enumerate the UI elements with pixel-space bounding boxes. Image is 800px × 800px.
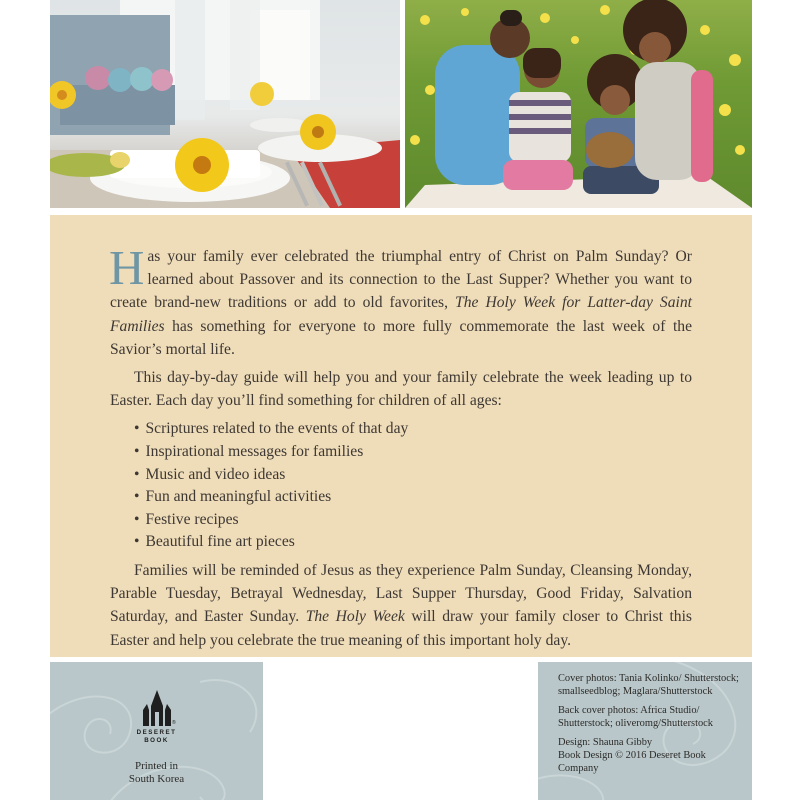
drop-cap: H (109, 240, 145, 295)
book-title-italic: The Holy Week for Latter-day Saint Families (110, 294, 692, 335)
bullet-icon: • (134, 488, 140, 506)
credits-panel (538, 662, 752, 800)
publisher-panel (50, 662, 263, 800)
list-item: • Beautiful fine art pieces (134, 533, 295, 551)
registered-mark: ® (171, 720, 176, 726)
list-item: • Festive recipes (134, 510, 239, 528)
logo-line-deseret: DESERET (136, 729, 177, 736)
bullet-icon: • (134, 465, 140, 483)
printed-in-label: Printed in South Korea (128, 760, 185, 785)
deseret-book-logo (50, 688, 263, 745)
guide-paragraph: This day-by-day guide will help you and your family celebrate the week leading up to Easter. Each day you’ll find something for children of all ages: (110, 369, 692, 410)
intro-text-end: has something for everyone to more fully commemorate the last week of the Savior’s mortal life. (110, 317, 692, 358)
design-credit: Design: Shauna Gibby Book Design © 2016 Deseret Book Company (558, 737, 706, 774)
bullet-icon: • (134, 533, 140, 551)
copyright-line: Book Design © 2016 Deseret Book Company (558, 750, 706, 774)
family-daffodils-photo (405, 0, 752, 208)
intro-text: as your family ever celebrated the triumphal entry of Christ on Palm Sunday? Or learned about Passover and its connection to the Last Supper? Whether you want to create brand-new traditions or add to old favorites, (110, 248, 692, 312)
closing-paragraph: Families will be reminded of Jesus as they experience Palm Sunday, Cleansing Monday, Parable Tuesday, Betrayal Wednesday, Last Supper Thursday, Good Friday, Salvation Saturday, and Easter Sunday. The Holy Week will draw your family closer to Christ this Easter and help you celebrate the true meaning of this important holy day. (110, 561, 692, 649)
description-panel (50, 215, 752, 657)
list-item: • Music and video ideas (134, 465, 286, 483)
list-item: • Inspirational messages for families (134, 443, 364, 461)
bullet-icon: • (134, 420, 140, 438)
short-title-italic: The Holy Week (305, 608, 405, 626)
back-cover-photos-credit: Back cover photos: Africa Studio/ Shutterstock; oliveromg/Shutterstock (558, 705, 713, 729)
easter-table-photo (50, 0, 400, 208)
logo-line-book: BOOK (144, 737, 169, 744)
feature-list (134, 418, 692, 554)
intro-paragraph (109, 240, 692, 361)
temple-spires-icon (137, 688, 177, 728)
bullet-icon: • (134, 510, 140, 528)
list-item: • Fun and meaningful activities (134, 488, 332, 506)
list-item: • Scriptures related to the events of that day (134, 420, 409, 438)
bullet-icon: • (134, 443, 140, 461)
cover-photos-credit: Cover photos: Tania Kolinko/ Shutterstock; smallseedblog; Maglara/Shutterstock (558, 673, 739, 697)
